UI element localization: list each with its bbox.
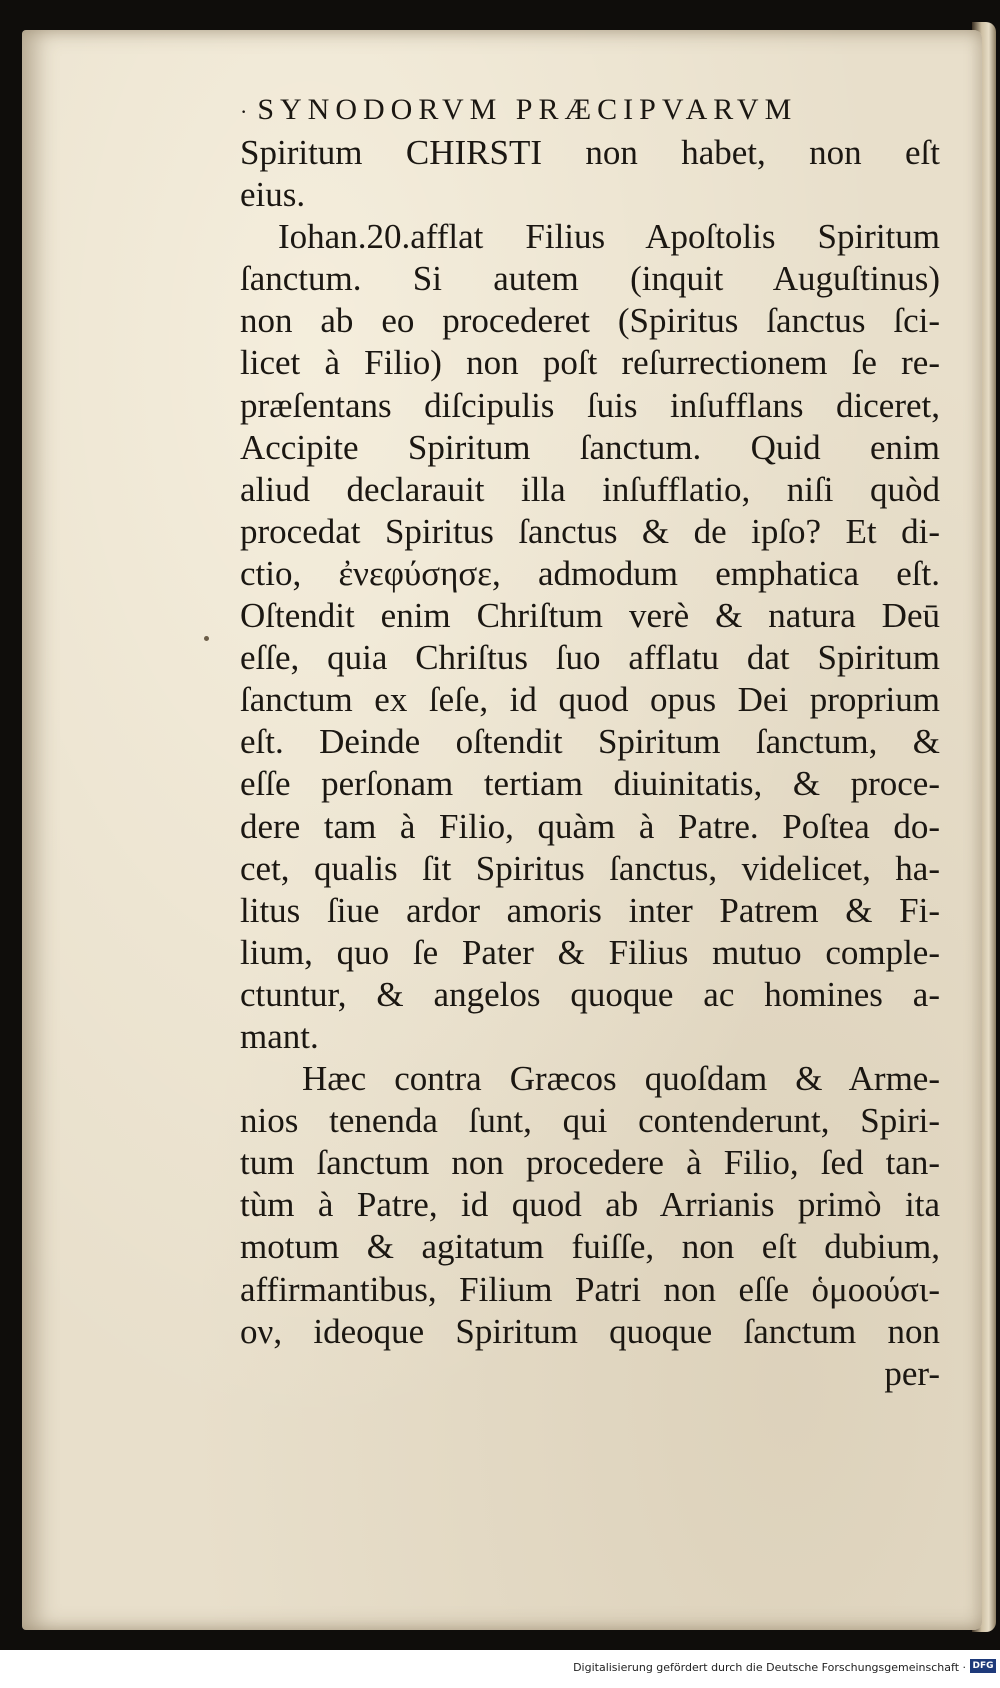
dfg-logo: DFG [970, 1659, 996, 1673]
text-line: ctuntur, & angelos quoque ac homines a- [240, 974, 940, 1014]
text-line: motum & agitatum fuiſſe, non eſt dubium, [240, 1227, 940, 1267]
text-line: eius. [240, 175, 306, 215]
text-line: Oſtendit enim Chriſtum verè & natura Deū [240, 596, 940, 636]
text-line: cet, qualis ſit Spiritus ſanctus, videlicet, ha- [240, 848, 940, 888]
text-line: præſentans diſcipulis ſuis inſufflans diceret, [240, 385, 940, 425]
text-line: litus ſiue ardor amoris inter Patrem & Fi- [240, 890, 940, 930]
margin-mark [204, 636, 209, 641]
text-line: non ab eo procederet (Spiritus ſanctus ſci- [240, 301, 940, 341]
text-line: nios tenenda ſunt, qui contenderunt, Spiri- [240, 1101, 940, 1141]
text-line: mant. [240, 1016, 319, 1056]
page-text [240, 88, 940, 1395]
text-line: tum ſanctum non procedere à Filio, ſed tan- [240, 1143, 940, 1183]
running-head [240, 88, 940, 132]
footer-bar [0, 1650, 1000, 1688]
text-line: ſanctum. Si autem (inquit Auguſtinus) [240, 259, 940, 299]
text-line: Accipite Spiritum ſanctum. Quid enim [240, 427, 940, 467]
funding-credit: Digitalisierung gefördert durch die Deutsche Forschungsgemeinschaft · [573, 1661, 966, 1674]
text-line: aliud declarauit illa inſufflatio, niſi quòd [240, 469, 940, 509]
text-line: eſſe perſonam tertiam diuinitatis, & proce- [240, 764, 940, 804]
text-line: Spiritum CHIRSTI non habet, non eſt [240, 133, 940, 172]
text-line: Iohan.20.afflat Filius Apoſtolis Spiritum [278, 217, 940, 257]
text-line: eſſe, quia Chriſtus ſuo afflatu dat Spiritum [240, 638, 940, 678]
text-line: tùm à Patre, id quod ab Arrianis primò ita [240, 1185, 940, 1225]
text-line: licet à Filio) non poſt reſurrectionem ſe re- [240, 343, 940, 383]
running-head-text: SYNODORVM PRÆCIPVARVM [257, 93, 798, 126]
text-line: lium, quo ſe Pater & Filius mutuo comple- [240, 932, 940, 972]
text-line: ſanctum ex ſeſe, id quod opus Dei proprium [240, 680, 940, 720]
catchword: per- [884, 1353, 940, 1393]
text-line: dere tam à Filio, quàm à Patre. Poſtea do- [240, 806, 940, 846]
text-line: affirmantibus, Filium Patri non eſſe ὁμοούσι- [240, 1269, 940, 1309]
text-line: eſt. Deinde oſtendit Spiritum ſanctum, & [240, 722, 940, 762]
text-line: ον, ideoque Spiritum quoque ſanctum non [240, 1311, 940, 1351]
text-line: ctio, ἐνεφύσησε, admodum emphatica eſt. [240, 553, 940, 593]
text-line: procedat Spiritus ſanctus & de ipſo? Et di- [240, 511, 940, 551]
running-head-dot: · [240, 99, 248, 124]
text-line: Hæc contra Græcos quoſdam & Arme- [302, 1059, 940, 1099]
